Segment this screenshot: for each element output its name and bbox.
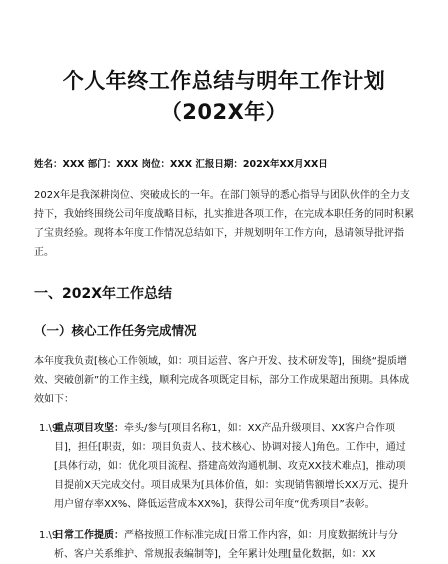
list-item-text: 牵头/参与[项目名称1，如：XX产品升级项目、XX客户合作项目]，担任[职责，如：项目负责人、技术核心、协调对接人]角色。工作中，通过[具体行动，如：优化项目流程、搭建高效沟通机制、攻克XX技术难点]，推动项目提前X天完成交付。项目成果为[具体价值，如：实现销售额增长XX万元、提升用户留存率XX%、降低运营成本XX%]，获得公司年度“优秀项目”表彰。 (54, 423, 409, 510)
list-item-bold-lead: 日常工作提质： (54, 530, 124, 541)
list-item-bold-lead: 重点项目攻坚： (54, 423, 124, 434)
document-title-line-2: （202X年） (160, 100, 288, 124)
list-item-text: 严格按照工作标准完成[日常工作内容，如：月度数据统计与分析、客户关系维护、常规报表编制等]，全年累计处理[量化数据，如：XX (54, 530, 398, 560)
author-meta-line: 姓名：XXX 部门：XXX 岗位：XXX 汇报日期：202X年XX月XX日 (34, 159, 328, 170)
list-marker: 1.\9 (39, 423, 59, 434)
intro-paragraph: 202X年是我深耕岗位、突破成长的一年。在部门领导的悉心指导与团队伙伴的全力支持下，我始终围绕公司年度战略目标，扎实推进各项工作，在完成本职任务的同时积累了宝贵经验。现将本年度工作情况总结如下，并规划明年工作方向，恳请领导批评指正。 (34, 190, 414, 258)
document-title-line-1: 个人年终工作总结与明年工作计划 (62, 69, 386, 93)
subsection-heading: （一）核心工作任务完成情况 (34, 323, 197, 338)
list-marker: 1.\9 (39, 530, 59, 541)
list-item (34, 526, 414, 564)
list-item (34, 419, 414, 514)
subsection-paragraph: 本年度我负责[核心工作领域，如：项目运营、客户开发、技术研发等]，围绕“提质增效、突破创新”的工作主线，顺利完成各项既定目标，部分工作成果超出预期。具体成效如下： (34, 356, 410, 405)
section-heading: 一、202X年工作总结 (34, 286, 173, 302)
